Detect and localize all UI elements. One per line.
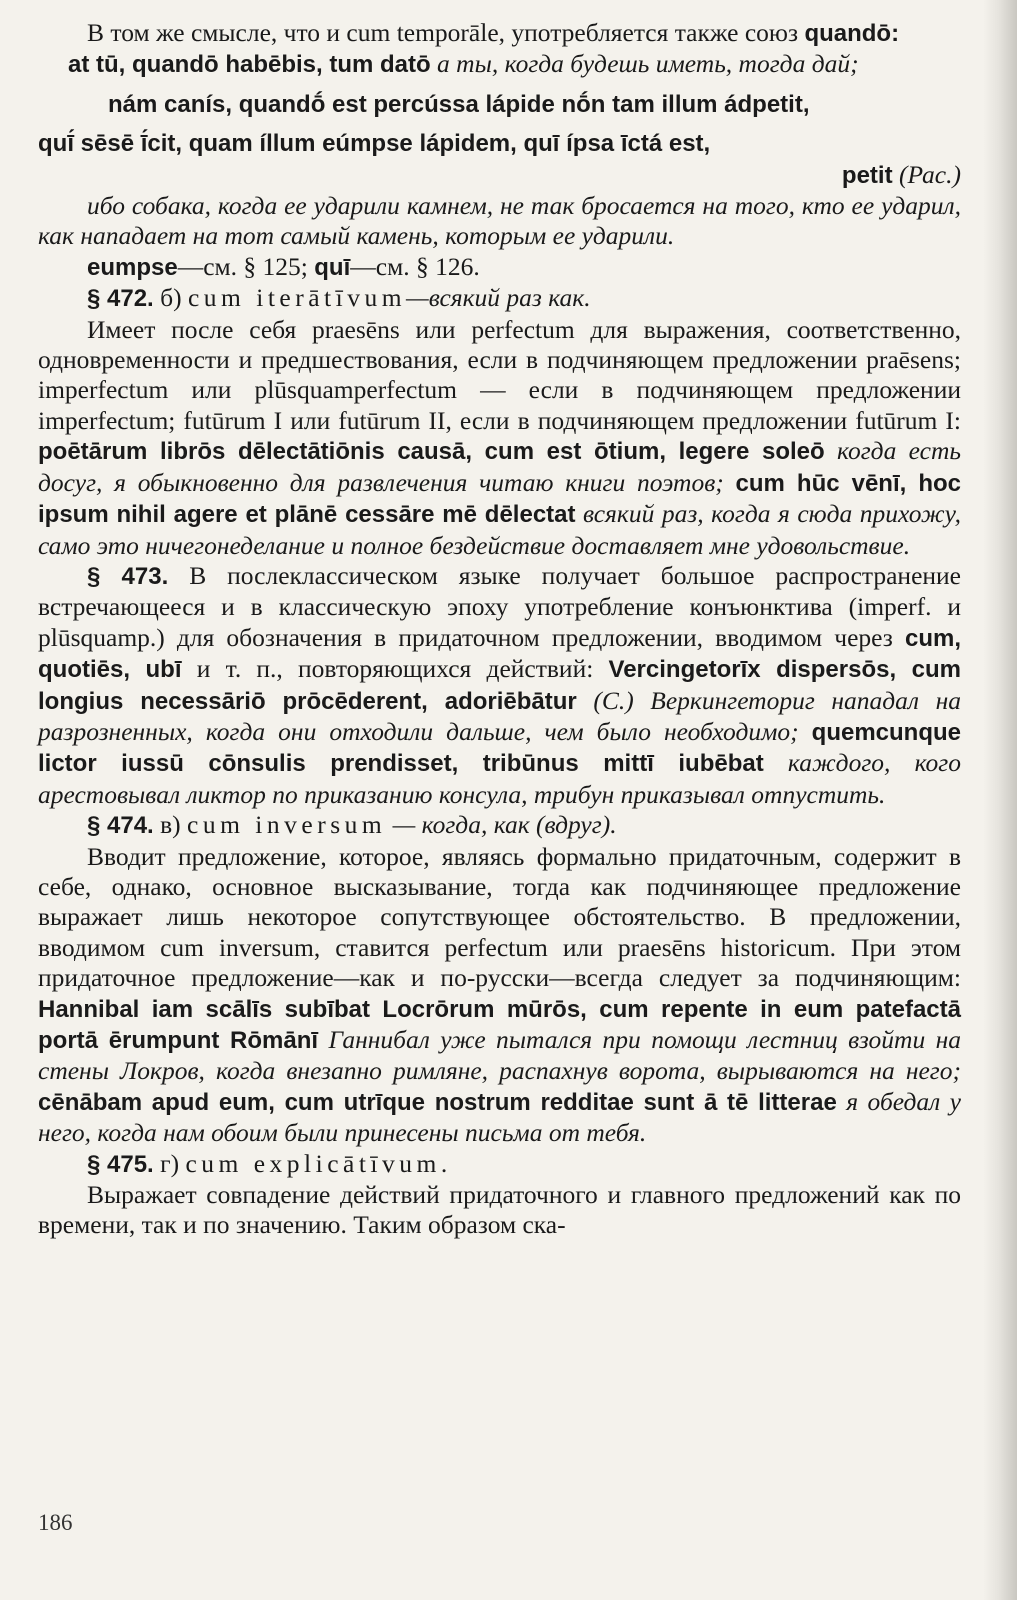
section-474-body: Вводит предложение, которое, являясь формально придаточным, содержит в себе, однако, основное высказывание, тогда как подчиняющее предложение выражает лишь некоторое сопутствующее обстоятельство. В предложении, вводимом cum inversum, ставится perfectum или praesēns historicum. При этом придаточное предложение—как и по-русски—всегда следует за подчиняющим: Hannibal iam scālīs subībat Locrōrum mūrōs, cum repente in eum patefactā portā ērumpunt Rōmānī Ганнибал уже пытался при помощи лестниц взойти на стены Локров, когда внезапно римляне, распахнув ворота, вырываются на него; cēnābam apud eum, cum utrīque nostrum redditae sunt ā tē litterae я обедал у него, когда нам обоим были принесены письма от тебя. <box>38 841 961 1148</box>
section-474-heading: § 474. в) cum inversum — когда, как (вдруг). <box>87 810 617 840</box>
example-at-tu: at tū, quandō habēbis, tum datō а ты, когда будешь иметь, тогда дай; <box>68 49 859 79</box>
section-475-heading: § 475. г) cum explicātīvum. <box>87 1148 452 1178</box>
section-475-body: Выражает совпадение действий придаточного и главного предложений как по времени, так и по значению. Таким образом ска- <box>38 1180 961 1240</box>
example-nam-canis-line1: nám canís, quandṓ est percússa lápide nṓn tam illum ádpetit, <box>108 90 810 118</box>
section-472-heading: § 472. б) cum iterātīvum—всякий раз как. <box>87 283 591 313</box>
page-edge-shadow <box>983 0 1017 1600</box>
paragraph-quando: В том же смысле, что и cum temporāle, употребляется также союз quandō: <box>87 18 900 47</box>
page-number: 186 <box>38 1510 73 1535</box>
example-nam-canis-translation: ибо собака, когда ее ударили камнем, не так бросается на того, кто ее ударил, как нападает на тот самый камень, которым ее ударили. <box>38 191 961 251</box>
section-472-body: Имеет после себя praesēns или perfectum для выражения, соответственно, одновременности и предшествования, если в подчиняющем предложении praēsens; imperfectum или plūsquamperfectum — если в подчиняющем предложении imperfectum; futūrum I или futūrum II, если в подчиняющем предложении futūrum I: poētārum librōs dēlectātiōnis causā, cum est ōtium, legere soleō когда есть досуг, я обыкновенно для развлечения читаю книги поэтов; cum hūc vēnī, hoc ipsum nihil agere et plānē cessāre mē dēlectat всякий раз, когда я сюда прихожу, само это ничегонеделание и полное бездействие доставляет мне удовольствие. <box>38 314 962 560</box>
example-nam-canis-line3: petit (Рас.) <box>841 159 961 189</box>
section-473: § 473. В послеклассическом языке получает большое распространение встречающееся и в классическую эпоху употребление конъюнктива (imperf. и plūsquamp.) для обозначения в придаточном предложении, вводимом через cum, quotiēs, ubī и т. п., повторяющихся действий: Vercingetorīx dispersōs, cum longius necessāriō prōcēderent, adoriēbātur (С.) Веркингеториг нападал на разрозненных, когда они отходили дальше, чем было необходимо; quemcunque lictor iussū cōnsulis prendisset, tribūnus mittī iubēbat каждого, кого арестовывал ликтор по приказанию консула, трибун приказывал отпустить. <box>38 560 962 809</box>
example-nam-canis-line2: quī́ sēsē ī́cit, quam íllum eúmpse lápidem, quī ípsa īctá est, <box>38 130 711 158</box>
cross-reference: eumpse—см. § 125; quī—см. § 126. <box>87 251 480 281</box>
